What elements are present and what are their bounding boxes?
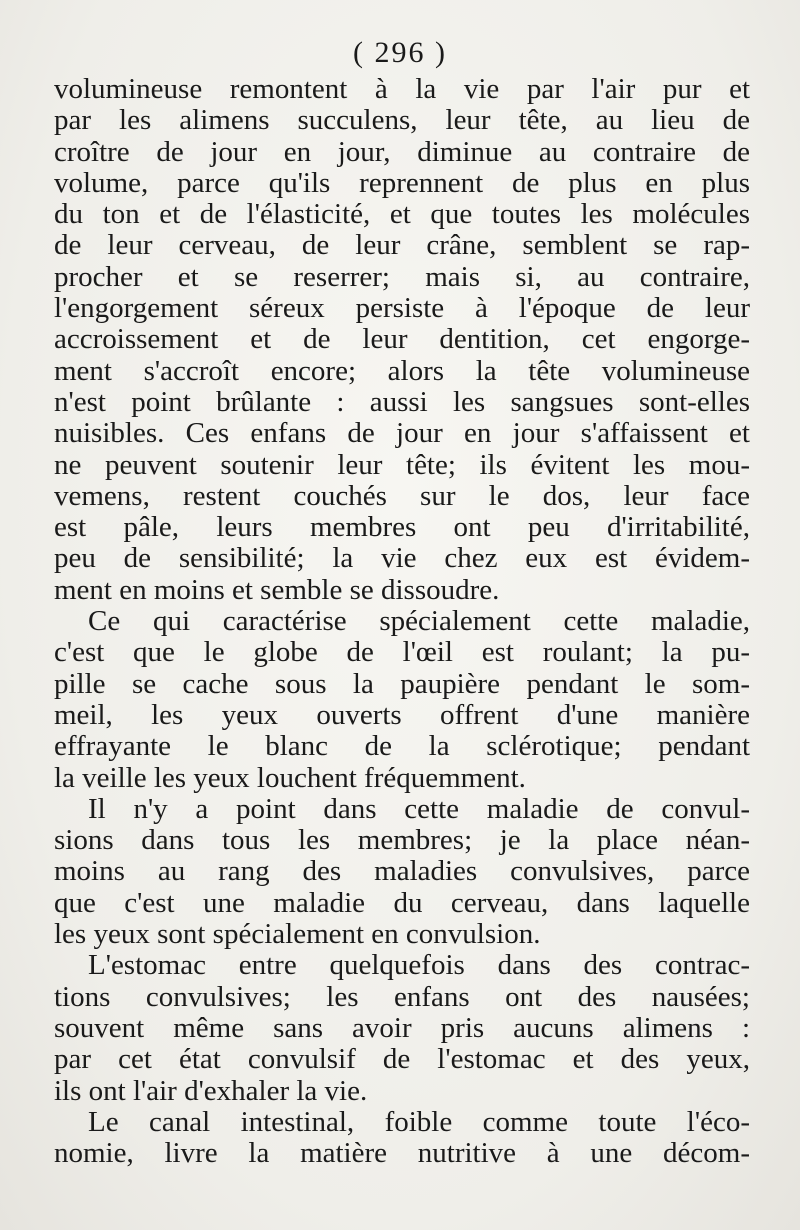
text-line: du ton et de l'élasticité, et que toutes les molécules <box>54 199 750 231</box>
text-line: n'est point brûlante : aussi les sangsues sont-elles <box>54 386 750 418</box>
text-line: souvent même sans avoir pris aucuns alimens : <box>54 1012 750 1044</box>
text-line: que c'est une maladie du cerveau, dans laquelle <box>54 887 750 919</box>
text-line: ne peuvent soutenir leur tête; ils évitent les mou- <box>54 449 750 481</box>
text-line: c'est que le globe de l'œil est roulant; la pu- <box>54 637 750 669</box>
text-line: croître de jour en jour, diminue au contraire de <box>54 136 750 168</box>
text-line: la veille les yeux louchent fréquemment. <box>54 762 526 794</box>
text-line: ment s'accroît encore; alors la tête volumineuse <box>54 355 750 387</box>
text-line: Il n'y a point dans cette maladie de convul- <box>88 793 750 825</box>
text-line: tions convulsives; les enfans ont des nausées; <box>54 981 750 1013</box>
text-line: meil, les yeux ouverts offrent d'une manière <box>54 699 750 731</box>
text-line: volumineuse remontent à la vie par l'air pur et <box>54 74 750 105</box>
body-text <box>54 74 750 1169</box>
text-line: par cet état convulsif de l'estomac et des yeux, <box>54 1044 750 1076</box>
text-line: ils ont l'air d'exhaler la vie. <box>54 1075 368 1107</box>
text-line: nuisibles. Ces enfans de jour en jour s'affaissent et <box>54 418 750 450</box>
text-line: Ce qui caractérise spécialement cette maladie, <box>88 606 750 638</box>
text-line: de leur cerveau, de leur crâne, semblent se rap- <box>54 230 750 262</box>
text-line: l'engorgement séreux persiste à l'époque de leur <box>54 293 750 325</box>
text-line: nomie, livre la matière nutritive à une décom- <box>54 1138 750 1170</box>
text-line: volume, parce qu'ils reprennent de plus en plus <box>54 167 750 199</box>
text-line: par les alimens succulens, leur tête, au lieu de <box>54 105 750 137</box>
text-line: est pâle, leurs membres ont peu d'irritabilité, <box>54 512 750 544</box>
text-line: peu de sensibilité; la vie chez eux est évidem- <box>54 543 750 575</box>
text-line: moins au rang des maladies convulsives, parce <box>54 856 750 888</box>
text-line: ment en moins et semble se dissoudre. <box>54 574 500 606</box>
page-number: ( 296 ) <box>353 36 447 69</box>
text-line: vemens, restent couchés sur le dos, leur face <box>54 480 750 512</box>
text-line: L'estomac entre quelquefois dans des contrac- <box>88 950 750 982</box>
text-line: sions dans tous les membres; je la place néan- <box>54 825 750 857</box>
text-line: pille se cache sous la paupière pendant le som- <box>54 668 750 700</box>
text-line: les yeux sont spécialement en convulsion. <box>54 919 541 951</box>
text-line: Le canal intestinal, foible comme toute l'éco- <box>88 1106 750 1138</box>
text-line: accroissement et de leur dentition, cet engorge- <box>54 324 750 356</box>
text-line: effrayante le blanc de la sclérotique; pendant <box>54 731 750 763</box>
text-line: procher et se reserrer; mais si, au contraire, <box>54 261 750 293</box>
